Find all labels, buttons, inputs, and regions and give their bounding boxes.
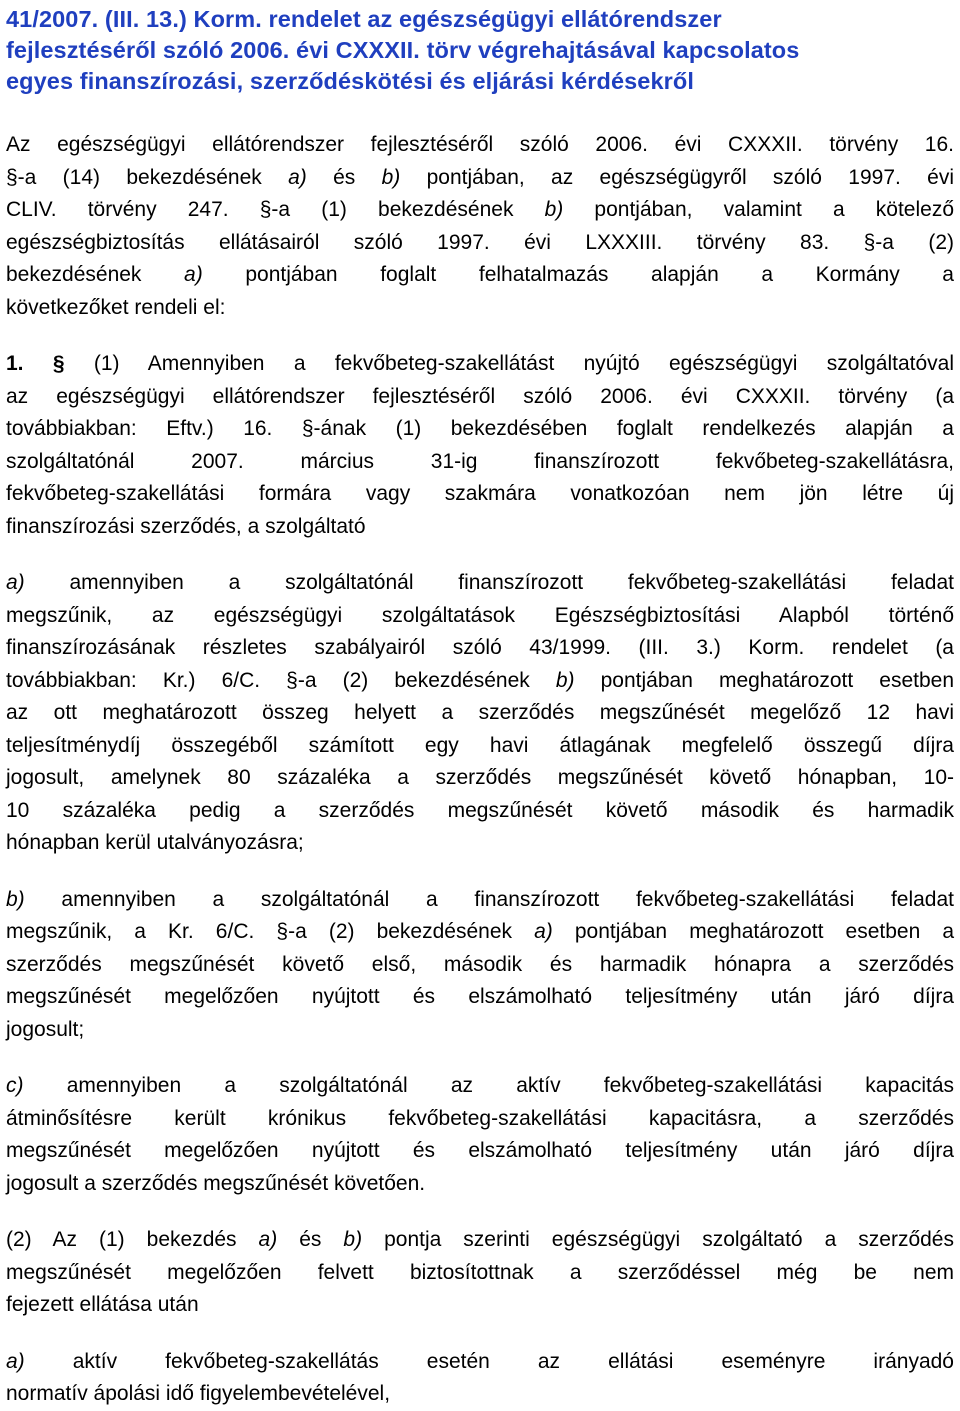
text-line: 10 százaléka pedig a szerződés megszűnését követő második és harmadik [6, 798, 954, 822]
text-line: szolgáltatónál 2007. március 31-ig finanszírozott fekvőbeteg-szakellátásra, [6, 449, 954, 473]
text-line: az ott meghatározott összeg helyett a szerződés megszűnését megelőző 12 havi [6, 701, 954, 724]
text-line: finanszírozási szerződés, a szolgáltató [6, 514, 366, 538]
text-line: szerződés megszűnését követő első, második és harmadik hónapra a szerződés [6, 952, 954, 976]
text-line: 1. § (1) Amennyiben a fekvőbeteg-szakellátást nyújtó egészségügyi szolgáltatóval [6, 352, 955, 375]
text-line: CLIV. törvény 247. §-a (1) bekezdésének b) pontjában, valamint a kötelező [6, 198, 954, 221]
title-line: fejlesztéséről szóló 2006. évi CXXXII. törv végrehajtásával kapcsolatos [6, 37, 800, 63]
preamble-paragraph [6, 129, 954, 324]
text-line: egészségbiztosítás ellátásairól szóló 1997. évi LXXXIII. törvény 83. §-a (2) [6, 230, 954, 254]
item-a2-paragraph [6, 1346, 954, 1411]
item-label: a) [6, 1349, 25, 1373]
text-line: következőket rendeli el: [6, 295, 226, 319]
text-line: fekvőbeteg-szakellátási formára vagy szakmára vonatkozóan nem jön létre új [6, 482, 954, 505]
text-line: megszűnik, az egészségügyi szolgáltatások Egészségbiztosítási Alapból történő [6, 603, 954, 627]
section-1-paragraph [6, 348, 954, 543]
text-line: megszűnését megelőzően nyújtott és elszámolható teljesítmény után járó díjra [6, 985, 954, 1008]
title-line: 41/2007. (III. 13.) Korm. rendelet az egészségügyi ellátórendszer [6, 6, 722, 32]
text-line: jogosult; [6, 1017, 85, 1041]
text-line: b) amennyiben a szolgáltatónál a finanszírozott fekvőbeteg-szakellátási feladat [6, 887, 954, 911]
section-number: 1. § [6, 352, 65, 375]
text-line: átminősítésre került krónikus fekvőbeteg-szakellátási kapacitásra, a szerződés [6, 1106, 954, 1130]
text-line: normatív ápolási idő figyelembevételével, [6, 1382, 391, 1405]
text-line: (2) Az (1) bekezdés a) és b) pontja szerinti egészségügyi szolgáltató a szerződés [6, 1228, 954, 1251]
text-line: finanszírozásának részletes szabályairól szóló 43/1999. (III. 3.) Korm. rendelet (a [6, 636, 954, 659]
text-line: §-a (14) bekezdésének a) és b) pontjában, az egészségügyről szóló 1997. évi [6, 165, 954, 189]
text-line: Az egészségügyi ellátórendszer fejlesztéséről szóló 2006. évi CXXXII. törvény 16. [6, 133, 954, 156]
paragraph-2 [6, 1224, 954, 1322]
item-label: b) [6, 887, 25, 911]
text-line: továbbiakban: Eftv.) 16. §-ának (1) bekezdésében foglalt rendelkezés alapján a [6, 417, 954, 440]
text-line: bekezdésének a) pontjában foglalt felhatalmazás alapján a Kormány a [6, 263, 954, 286]
text-line: megszűnését megelőzően felvett biztosítottnak a szerződéssel még be nem [6, 1260, 954, 1284]
text-line: a) amennyiben a szolgáltatónál finanszírozott fekvőbeteg-szakellátási feladat [6, 571, 954, 594]
item-label: a) [6, 571, 25, 594]
item-a-paragraph [6, 567, 954, 860]
text-line: teljesítménydíj összegéből számított egy havi átlagának megfelelő összegű díjra [6, 733, 954, 757]
document-title [6, 4, 954, 97]
text-line: megszűnik, a Kr. 6/C. §-a (2) bekezdésének a) pontjában meghatározott esetben a [6, 920, 955, 943]
text-line: az egészségügyi ellátórendszer fejlesztéséről szóló 2006. évi CXXXII. törvény (a [6, 384, 954, 408]
item-label: c) [6, 1074, 24, 1097]
title-line: egyes finanszírozási, szerződéskötési és eljárási kérdésekről [6, 68, 694, 94]
text-line: jogosult, amelynek 80 százaléka a szerződés megszűnését követő hónapban, 10- [6, 766, 954, 789]
text-line: fejezett ellátása után [6, 1293, 199, 1316]
text-line: hónapban kerül utalványozásra; [6, 831, 304, 854]
item-b-paragraph [6, 884, 954, 1047]
text-line: c) amennyiben a szolgáltatónál az aktív fekvőbeteg-szakellátási kapacitás [6, 1074, 954, 1097]
text-line: továbbiakban: Kr.) 6/C. §-a (2) bekezdésének b) pontjában meghatározott esetben [6, 668, 954, 692]
text-line: megszűnését megelőzően nyújtott és elszámolható teljesítmény után járó díjra [6, 1139, 954, 1162]
text-line: a) aktív fekvőbeteg-szakellátás esetén az ellátási eseményre irányadó [6, 1349, 954, 1373]
item-c-paragraph [6, 1070, 954, 1200]
text-line: jogosult a szerződés megszűnését követően. [6, 1171, 426, 1195]
